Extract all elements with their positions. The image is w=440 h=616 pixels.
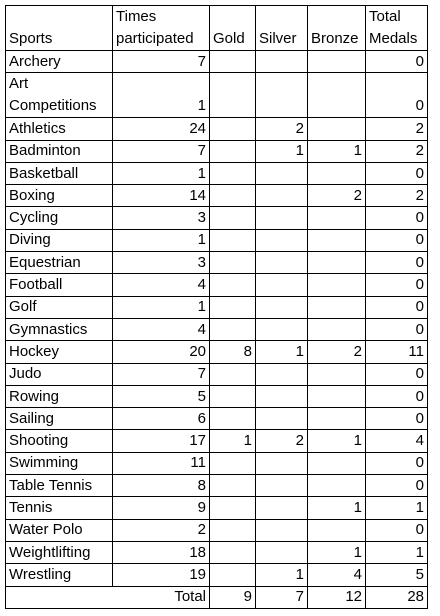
cell-gold — [210, 162, 256, 184]
cell-times-participated: 2 — [113, 519, 210, 541]
cell-sport: Judo — [6, 363, 113, 385]
cell-sport: Athletics — [6, 118, 113, 140]
table-row — [6, 385, 428, 407]
cell-total-medals: 0 — [366, 318, 428, 340]
cell-total-medals: 1 — [366, 541, 428, 563]
cell-gold — [210, 252, 256, 274]
total-label: Total — [6, 586, 210, 608]
cell-sport: Archery — [6, 51, 113, 73]
cell-times-participated: 17 — [113, 430, 210, 452]
cell-sport: Sailing — [6, 408, 113, 430]
cell-silver — [256, 541, 308, 563]
cell-silver — [256, 475, 308, 497]
cell-times-participated: 24 — [113, 118, 210, 140]
cell-bronze: 1 — [308, 430, 366, 452]
cell-gold — [210, 207, 256, 229]
total-medals: 28 — [366, 586, 428, 608]
cell-gold — [210, 408, 256, 430]
cell-silver — [256, 497, 308, 519]
cell-bronze — [308, 519, 366, 541]
cell-total-medals: 0 — [366, 207, 428, 229]
cell-times-participated: 3 — [113, 252, 210, 274]
cell-total-medals: 0 — [366, 452, 428, 474]
cell-sport: Football — [6, 274, 113, 296]
table-row — [6, 475, 428, 497]
header-silver: Silver — [256, 6, 308, 51]
medal-table — [5, 5, 428, 609]
table-row — [6, 185, 428, 207]
table-row — [6, 162, 428, 184]
cell-bronze — [308, 385, 366, 407]
table-row — [6, 118, 428, 140]
cell-bronze — [308, 51, 366, 73]
cell-total-medals: 0 — [366, 73, 428, 118]
cell-total-medals: 2 — [366, 185, 428, 207]
cell-gold — [210, 452, 256, 474]
cell-bronze — [308, 296, 366, 318]
cell-bronze — [308, 73, 366, 118]
cell-gold — [210, 318, 256, 340]
cell-total-medals: 0 — [366, 519, 428, 541]
table-row — [6, 430, 428, 452]
cell-bronze: 2 — [308, 185, 366, 207]
cell-silver — [256, 73, 308, 118]
cell-times-participated: 1 — [113, 162, 210, 184]
cell-total-medals: 0 — [366, 385, 428, 407]
header-total-medals: Total Medals — [366, 6, 428, 51]
cell-times-participated: 7 — [113, 140, 210, 162]
cell-times-participated: 7 — [113, 51, 210, 73]
cell-bronze: 4 — [308, 564, 366, 586]
cell-bronze — [308, 363, 366, 385]
cell-times-participated: 6 — [113, 408, 210, 430]
table-row — [6, 564, 428, 586]
cell-bronze: 1 — [308, 497, 366, 519]
cell-sport: Equestrian — [6, 252, 113, 274]
cell-bronze — [308, 229, 366, 251]
table-row — [6, 497, 428, 519]
table-row — [6, 541, 428, 563]
cell-bronze — [308, 252, 366, 274]
cell-bronze — [308, 452, 366, 474]
cell-gold — [210, 51, 256, 73]
cell-total-medals: 0 — [366, 363, 428, 385]
cell-bronze: 2 — [308, 341, 366, 363]
table-row — [6, 274, 428, 296]
cell-bronze: 1 — [308, 541, 366, 563]
cell-total-medals: 0 — [366, 408, 428, 430]
cell-gold — [210, 363, 256, 385]
cell-bronze — [308, 118, 366, 140]
cell-silver — [256, 296, 308, 318]
cell-sport: Golf — [6, 296, 113, 318]
cell-gold: 1 — [210, 430, 256, 452]
cell-total-medals: 5 — [366, 564, 428, 586]
cell-sport: Wrestling — [6, 564, 113, 586]
cell-silver — [256, 185, 308, 207]
cell-total-medals: 11 — [366, 341, 428, 363]
table-row — [6, 296, 428, 318]
cell-gold — [210, 140, 256, 162]
cell-silver — [256, 252, 308, 274]
cell-sport: Diving — [6, 229, 113, 251]
cell-sport: Weightlifting — [6, 541, 113, 563]
cell-silver — [256, 385, 308, 407]
cell-sport: Cycling — [6, 207, 113, 229]
cell-total-medals: 0 — [366, 274, 428, 296]
table-row — [6, 207, 428, 229]
cell-times-participated: 20 — [113, 341, 210, 363]
header-bronze: Bronze — [308, 6, 366, 51]
cell-times-participated: 11 — [113, 452, 210, 474]
cell-gold — [210, 274, 256, 296]
total-silver: 7 — [256, 586, 308, 608]
table-row — [6, 341, 428, 363]
cell-total-medals: 0 — [366, 252, 428, 274]
cell-sport: Art Competitions — [6, 73, 113, 118]
header-times-participated: Times participated — [113, 6, 210, 51]
cell-silver — [256, 51, 308, 73]
cell-times-participated: 1 — [113, 229, 210, 251]
cell-total-medals: 0 — [366, 296, 428, 318]
cell-sport: Badminton — [6, 140, 113, 162]
cell-total-medals: 0 — [366, 51, 428, 73]
cell-silver — [256, 274, 308, 296]
cell-gold — [210, 296, 256, 318]
table-row — [6, 73, 428, 118]
header-gold: Gold — [210, 6, 256, 51]
cell-times-participated: 18 — [113, 541, 210, 563]
cell-silver — [256, 363, 308, 385]
cell-total-medals: 2 — [366, 118, 428, 140]
cell-times-participated: 4 — [113, 318, 210, 340]
cell-sport: Basketball — [6, 162, 113, 184]
cell-total-medals: 0 — [366, 162, 428, 184]
cell-sport: Table Tennis — [6, 475, 113, 497]
header-row — [6, 6, 428, 51]
cell-sport: Water Polo — [6, 519, 113, 541]
cell-times-participated: 4 — [113, 274, 210, 296]
table-row — [6, 318, 428, 340]
cell-times-participated: 14 — [113, 185, 210, 207]
cell-times-participated: 7 — [113, 363, 210, 385]
cell-times-participated: 1 — [113, 296, 210, 318]
table-row — [6, 408, 428, 430]
header-sports: Sports — [6, 6, 113, 51]
table-row — [6, 51, 428, 73]
cell-total-medals: 0 — [366, 475, 428, 497]
total-gold: 9 — [210, 586, 256, 608]
cell-total-medals: 4 — [366, 430, 428, 452]
cell-silver: 1 — [256, 341, 308, 363]
cell-sport: Boxing — [6, 185, 113, 207]
cell-gold — [210, 73, 256, 118]
cell-silver: 1 — [256, 140, 308, 162]
total-bronze: 12 — [308, 586, 366, 608]
cell-gold — [210, 519, 256, 541]
cell-bronze — [308, 318, 366, 340]
cell-times-participated: 9 — [113, 497, 210, 519]
cell-sport: Hockey — [6, 341, 113, 363]
cell-bronze — [308, 162, 366, 184]
cell-total-medals: 2 — [366, 140, 428, 162]
cell-gold — [210, 475, 256, 497]
cell-bronze — [308, 274, 366, 296]
cell-gold — [210, 564, 256, 586]
cell-silver — [256, 162, 308, 184]
cell-times-participated: 19 — [113, 564, 210, 586]
cell-times-participated: 1 — [113, 73, 210, 118]
cell-silver: 2 — [256, 430, 308, 452]
cell-times-participated: 5 — [113, 385, 210, 407]
cell-sport: Tennis — [6, 497, 113, 519]
cell-silver — [256, 207, 308, 229]
table-row — [6, 363, 428, 385]
cell-silver — [256, 229, 308, 251]
cell-gold — [210, 385, 256, 407]
cell-silver — [256, 519, 308, 541]
cell-gold — [210, 118, 256, 140]
cell-sport: Rowing — [6, 385, 113, 407]
cell-gold — [210, 497, 256, 519]
cell-bronze — [308, 475, 366, 497]
cell-sport: Shooting — [6, 430, 113, 452]
cell-sport: Swimming — [6, 452, 113, 474]
cell-gold — [210, 229, 256, 251]
cell-silver — [256, 318, 308, 340]
cell-times-participated: 3 — [113, 207, 210, 229]
table-row — [6, 452, 428, 474]
table-row — [6, 229, 428, 251]
cell-total-medals: 1 — [366, 497, 428, 519]
cell-gold — [210, 541, 256, 563]
cell-bronze: 1 — [308, 140, 366, 162]
cell-silver — [256, 452, 308, 474]
totals-row — [6, 586, 428, 608]
cell-gold — [210, 185, 256, 207]
cell-silver: 1 — [256, 564, 308, 586]
table-row — [6, 252, 428, 274]
table-row — [6, 519, 428, 541]
cell-silver: 2 — [256, 118, 308, 140]
cell-total-medals: 0 — [366, 229, 428, 251]
cell-gold: 8 — [210, 341, 256, 363]
cell-sport: Gymnastics — [6, 318, 113, 340]
cell-times-participated: 8 — [113, 475, 210, 497]
table-row — [6, 140, 428, 162]
cell-bronze — [308, 207, 366, 229]
cell-bronze — [308, 408, 366, 430]
cell-silver — [256, 408, 308, 430]
